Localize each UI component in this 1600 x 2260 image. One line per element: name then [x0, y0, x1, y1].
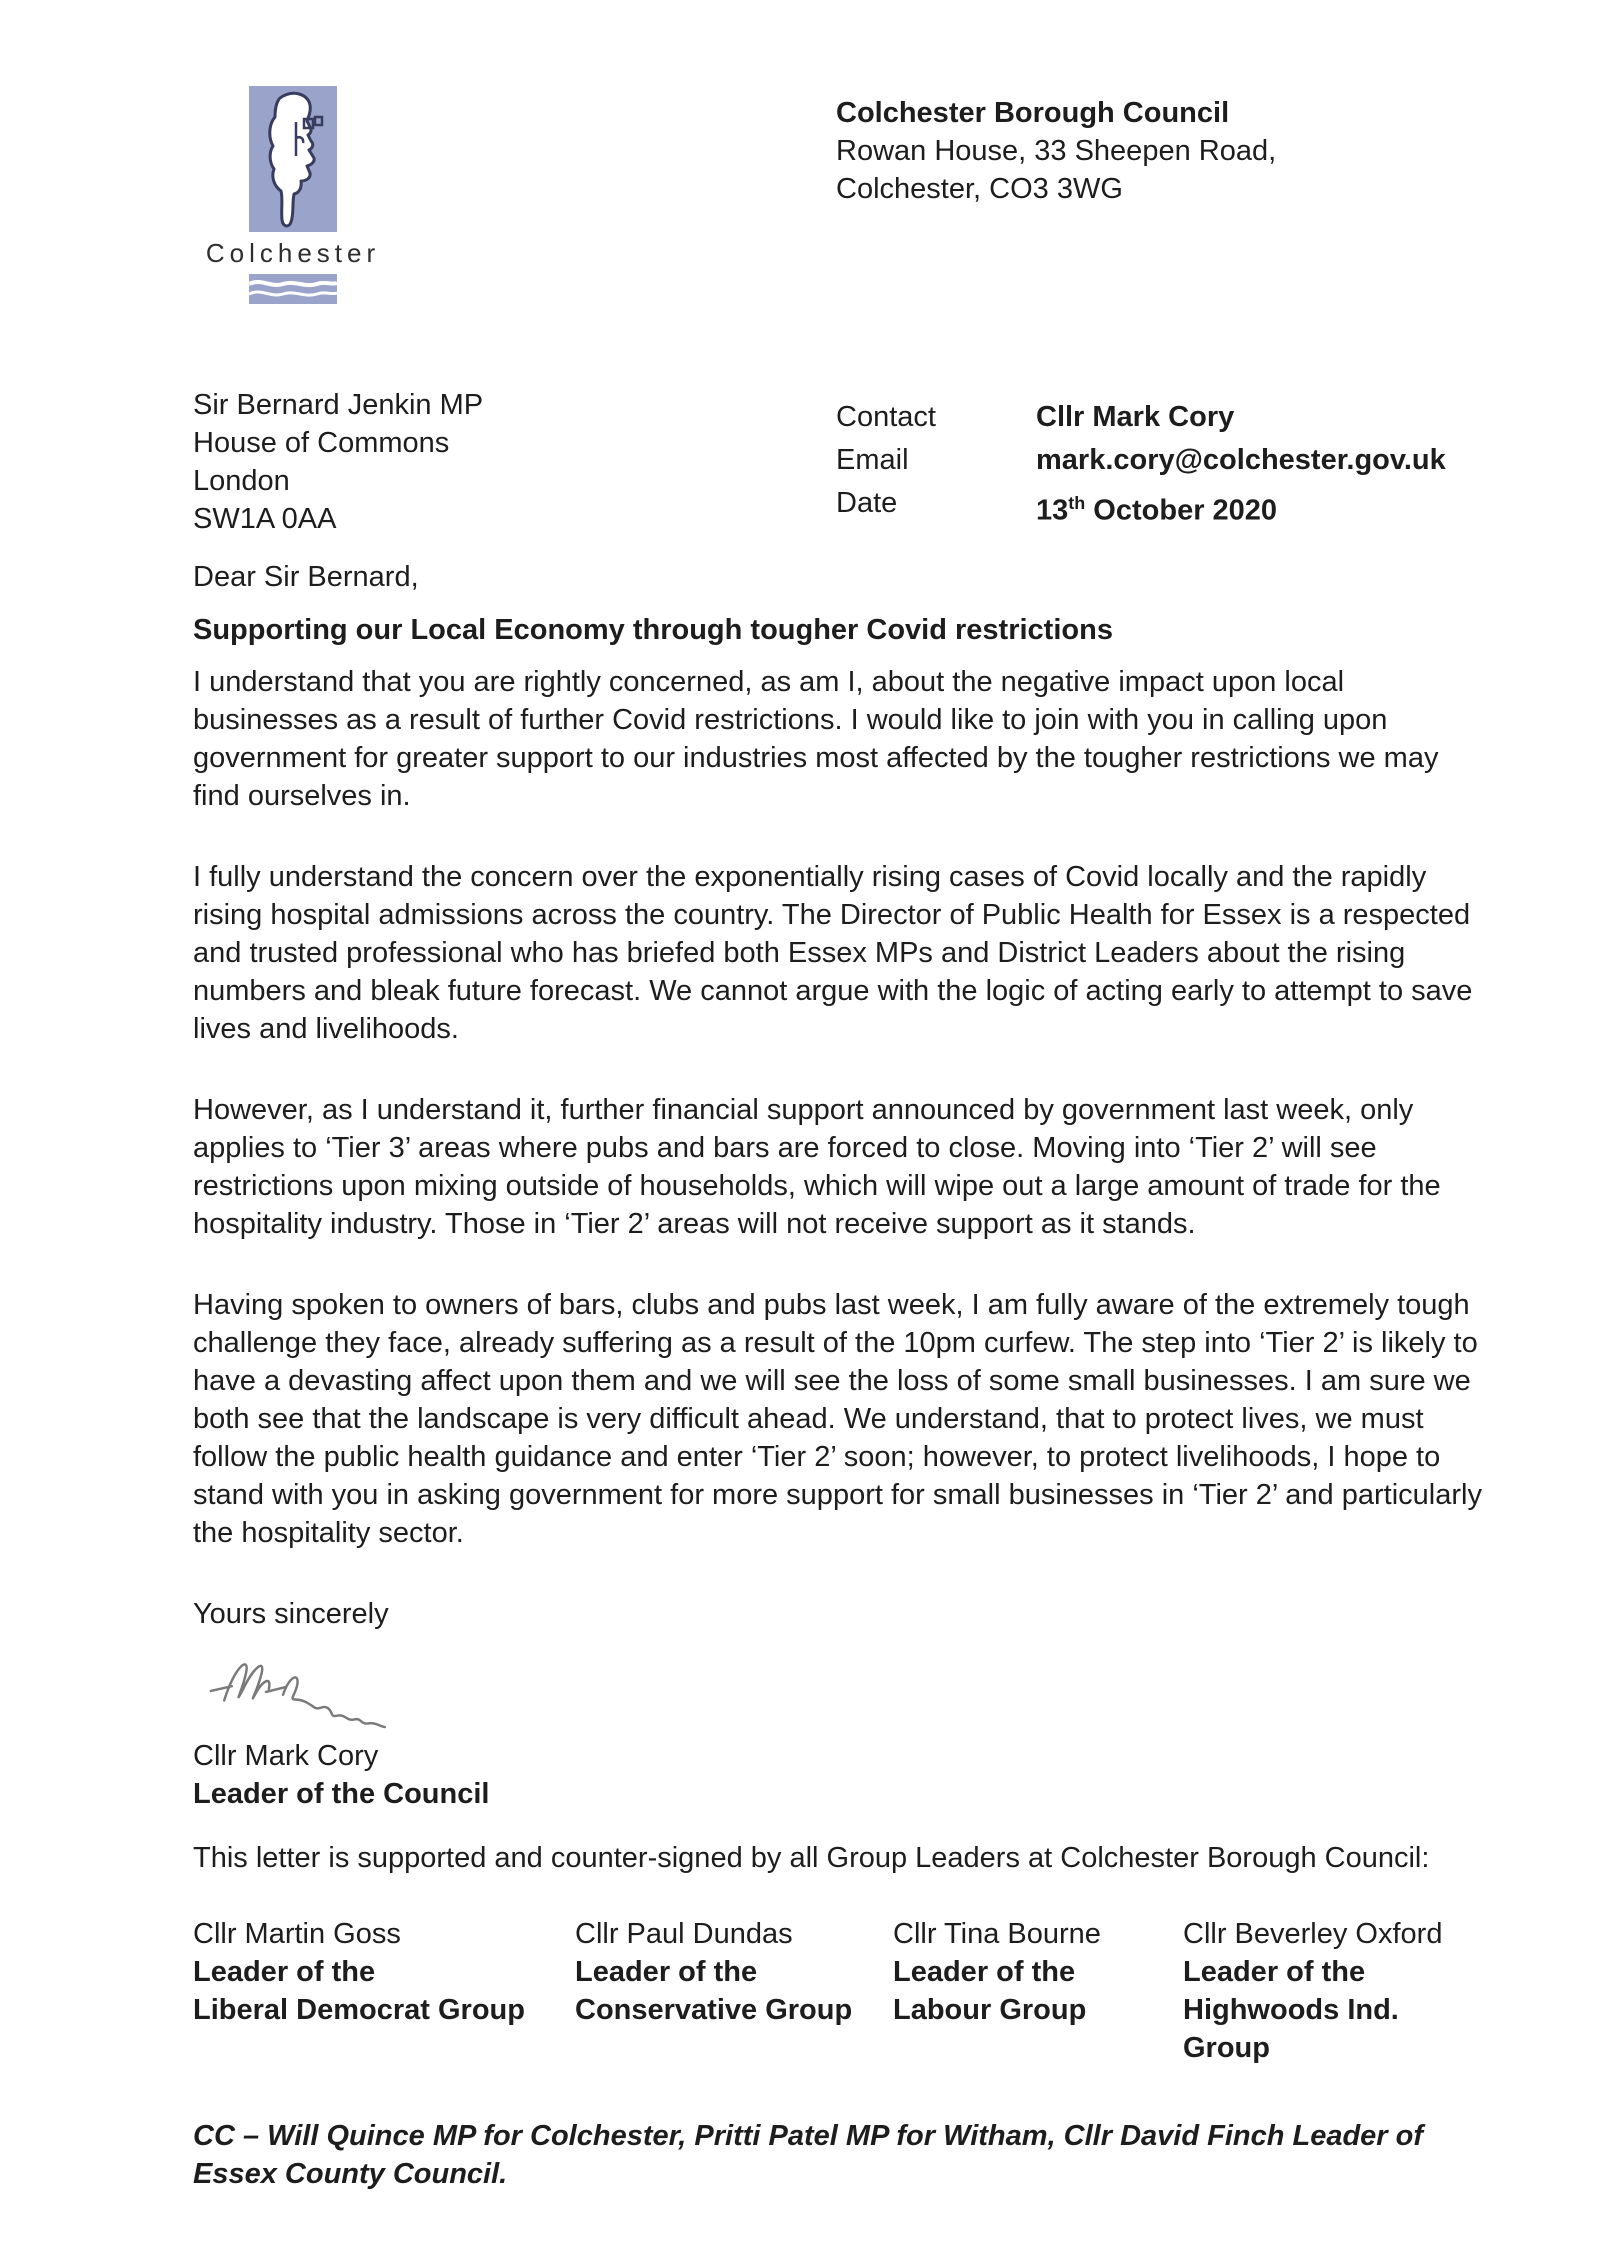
paragraph-1: I understand that you are rightly concerned, as am I, about the negative impact upon local businesses as a result of further Covid restrictions. I would like to join with you in calling upon government for greater support to our industries most affected by the tougher restrictions we may find ourselves in. — [193, 666, 1439, 812]
closing: Yours sincerely — [193, 1598, 389, 1630]
roman-head-icon — [249, 86, 337, 232]
leader-title-line2: Liberal Democrat Group — [193, 1994, 525, 2026]
leader-name: Cllr Beverley Oxford — [1183, 1918, 1443, 1950]
logo-wordmark: Colchester — [205, 238, 381, 268]
group-leaders — [193, 1915, 1485, 2067]
email-value: mark.cory@colchester.gov.uk — [1036, 444, 1446, 476]
recipient-address — [193, 386, 483, 538]
date-value — [1036, 484, 1277, 530]
leader-title-line2: Highwoods Ind. Group — [1183, 1994, 1399, 2064]
leader-title-line1: Leader of the — [1183, 1956, 1366, 1988]
support-note: This letter is supported and counter-signed by all Group Leaders at Colchester Borough Council: — [193, 1842, 1430, 1874]
contact-meta — [836, 398, 1446, 535]
contact-value: Cllr Mark Cory — [1036, 401, 1235, 433]
paragraph-3: However, as I understand it, further financial support announced by government last week, only applies to ‘Tier 3’ areas where pubs and bars are forced to close. Moving into ‘Tier 2’ will see restrictions upon mixing outside of households, which will wipe out a large amount of trade for the hospitality industry. Those in ‘Tier 2’ areas will not receive support as it stands. — [193, 1094, 1441, 1240]
leader-title-line1: Leader of the — [193, 1956, 376, 1988]
sender-name: Colchester Borough Council — [836, 97, 1230, 129]
sender-address-line2: Colchester, CO3 3WG — [836, 173, 1123, 205]
date-label: Date — [836, 487, 898, 519]
date-day: 13 — [1036, 494, 1069, 527]
leader-title-line1: Leader of the — [893, 1956, 1076, 1988]
leader-title-line2: Labour Group — [893, 1994, 1087, 2026]
meta-row-contact — [836, 398, 1446, 436]
subject-line: Supporting our Local Economy through tougher Covid restrictions — [193, 614, 1113, 646]
recipient-name: Sir Bernard Jenkin MP — [193, 389, 484, 421]
wave-icon — [249, 274, 337, 304]
salutation: Dear Sir Bernard, — [193, 561, 419, 593]
signer-title: Leader of the Council — [193, 1778, 490, 1810]
signer-name: Cllr Mark Cory — [193, 1740, 379, 1772]
paragraph-4: Having spoken to owners of bars, clubs and pubs last week, I am fully aware of the extremely tough challenge they face, already suffering as a result of the 10pm curfew. The step into ‘Tier 2’ is likely to have a devasting affect upon them and we will see the loss of some small businesses. I am sure we both see that the landscape is very difficult ahead. We understand, that to protect lives, we must follow the public health guidance and enter ‘Tier 2’ soon; however, to protect livelihoods, I hope to stand with you in asking government for more support for small businesses in ‘Tier 2’ and particularly the hospitality sector. — [193, 1289, 1482, 1549]
date-ordinal: th — [1068, 493, 1086, 513]
letter-body — [193, 558, 1485, 2193]
contact-label: Contact — [836, 401, 936, 433]
leader-paul-dundas — [575, 1915, 893, 2067]
leader-beverley-oxford — [1183, 1915, 1485, 2067]
meta-row-email — [836, 441, 1446, 479]
sender-address-line1: Rowan House, 33 Sheepen Road, — [836, 135, 1277, 167]
leader-name: Cllr Tina Bourne — [893, 1918, 1101, 1950]
recipient-line3: London — [193, 465, 290, 497]
leader-name: Cllr Martin Goss — [193, 1918, 401, 1950]
leader-martin-goss — [193, 1915, 575, 2067]
cc-note: CC – Will Quince MP for Colchester, Pritti Patel MP for Witham, Cllr David Finch Leader of Essex County Council. — [193, 2120, 1424, 2190]
date-rest: October 2020 — [1085, 494, 1278, 527]
signature-icon — [209, 1647, 399, 1733]
recipient-line4: SW1A 0AA — [193, 503, 337, 535]
sender-address — [836, 94, 1276, 208]
leader-tina-bourne — [893, 1915, 1183, 2067]
meta-row-date — [836, 484, 1446, 530]
recipient-line2: House of Commons — [193, 427, 450, 459]
leader-name: Cllr Paul Dundas — [575, 1918, 793, 1950]
leader-title-line1: Leader of the — [575, 1956, 758, 1988]
paragraph-2: I fully understand the concern over the exponentially rising cases of Covid locally and the rapidly rising hospital admissions across the country. The Director of Public Health for Essex is a respected and trusted professional who has briefed both Essex MPs and District Leaders about the rising numbers and bleak future forecast. We cannot argue with the logic of acting early to attempt to save lives and livelihoods. — [193, 861, 1473, 1045]
council-logo — [200, 86, 386, 304]
leader-title-line2: Conservative Group — [575, 1994, 853, 2026]
email-label: Email — [836, 444, 909, 476]
